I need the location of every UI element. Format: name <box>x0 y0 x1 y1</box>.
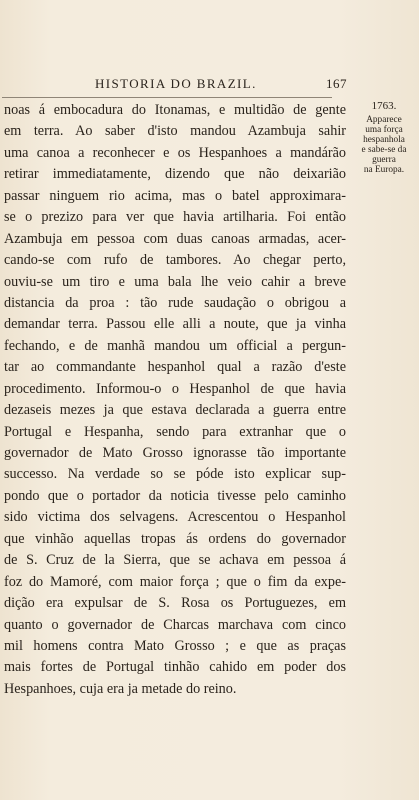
text-line: foz do Mamoré, com maior força ; que o fim da expe- <box>4 573 346 590</box>
text-line: mil homens contra Mato Grosso ; e que as praças <box>4 637 346 654</box>
margin-note-line: na Europa. <box>363 165 405 175</box>
margin-note <box>351 101 417 175</box>
running-title: HISTORIA DO BRAZIL. <box>95 76 257 91</box>
page-number: 167 <box>326 76 347 91</box>
text-line: pondo que o portador da noticia tivesse pelo caminho <box>4 487 346 504</box>
text-line: ouviu-se um tiro e uma bala lhe veio cahir a breve <box>4 273 346 290</box>
text-line: retirar immediatamente, dizendo que não deixarião <box>4 166 346 183</box>
text-line: dição era expulsar de S. Rosa os Portuguezes, em <box>4 595 346 612</box>
text-line: cando-se com rufo de tambores. Ao chegar perto, <box>4 252 346 269</box>
text-line: em terra. Ao saber d'isto mandou Azambuja sahir <box>4 123 346 140</box>
text-line: demandar terra. Passou elle alli a noute, que ja vinha <box>4 316 346 333</box>
text-line: tar ao commandante hespanhol qual a razão d'este <box>4 359 346 376</box>
header-rule <box>2 97 332 98</box>
margin-note-line: e sabe-se da <box>361 145 407 155</box>
text-line: successo. Na verdade so se póde isto explicar sup- <box>4 466 346 483</box>
margin-note-line: Apparece <box>366 115 402 125</box>
text-line: se o prezizo para ver que havia artilharia. Foi então <box>4 209 346 226</box>
text-line: mais fortes de Portugal tinhão cahido em poder dos <box>4 659 346 676</box>
text-line: de S. Cruz de la Sierra, que se achava em pessoa á <box>4 552 346 569</box>
margin-note-line: guerra <box>372 155 396 165</box>
text-line: Portugal e Hespanha, sendo para extranhar que o <box>4 423 346 440</box>
text-line: Azambuja em pessoa com duas canoas armadas, acer- <box>4 230 346 247</box>
text-line: dezaseis mezes ja que estava declarada a guerra entre <box>4 402 346 419</box>
text-line: Hespanhoes, cuja era ja metade do reino. <box>4 680 237 697</box>
body-text <box>4 100 346 700</box>
text-line: procedimento. Informou-o o Hespanhol de que havia <box>4 380 346 397</box>
text-line: governador de Mato Grosso ignorasse tão importante <box>4 445 346 461</box>
margin-note-line: uma força <box>365 125 403 135</box>
text-line: uma canoa a reconhecer e os Hespanhoes a mandárão <box>4 144 346 161</box>
text-line: quanto o governador de Charcas marchava com cinco <box>4 616 346 633</box>
text-line: que vinhão aquellas tropas ás ordens do governador <box>4 530 346 547</box>
text-line: fechando, e de manhã mandou um official a pergun- <box>4 337 346 354</box>
running-header <box>95 76 347 94</box>
margin-year: 1763. <box>371 100 397 112</box>
text-line: passar ninguem rio acima, mas o batel approximara- <box>4 187 346 204</box>
margin-note-line: hespanhola <box>363 135 405 145</box>
text-line: sido victima dos selvagens. Acrescentou o Hespanhol <box>4 509 346 526</box>
text-line: noas á embocadura do Itonamas, e multidão de gente <box>4 102 346 118</box>
text-line: distancia da proa : tão rude saudação o obrigou a <box>4 294 346 311</box>
